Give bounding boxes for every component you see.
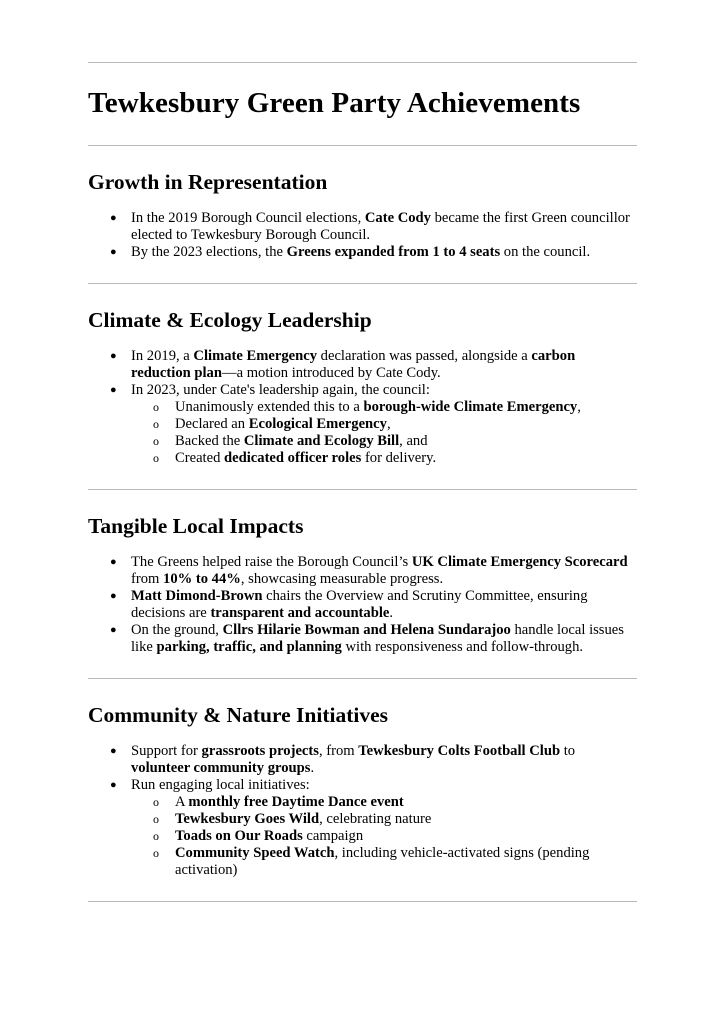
bold-text: Community Speed Watch: [175, 845, 335, 861]
text-span: on the council.: [500, 244, 591, 260]
text-span: ,: [386, 416, 391, 432]
text-span: .: [310, 760, 315, 776]
list-item: [88, 743, 637, 777]
sub-list-item: [131, 399, 637, 416]
section-heading: Growth in Representation: [88, 170, 328, 194]
list-item: [88, 588, 637, 622]
divider: [88, 62, 637, 63]
text-span: In 2023, under Cate's leadership again, the council:: [131, 382, 430, 398]
section-heading: Tangible Local Impacts: [88, 514, 304, 538]
bullet-list: [88, 554, 637, 656]
sub-list-item: [131, 433, 637, 450]
bold-text: dedicated officer roles: [224, 450, 362, 466]
circle-bullet-icon: o: [153, 795, 159, 809]
bold-text: Tewkesbury Colts Football Club: [358, 743, 561, 759]
list-item: [88, 622, 637, 656]
circle-bullet-icon: o: [153, 451, 159, 465]
bold-text: Tewkesbury Goes Wild: [175, 811, 320, 827]
sub-list-item: [131, 845, 637, 879]
text-span: chairs the Overview and Scrutiny Committee, ensuring decisions are: [131, 588, 588, 621]
bullet-list: [88, 743, 637, 879]
bold-text: monthly free Daytime Dance event: [188, 794, 404, 810]
text-span: , and: [399, 433, 428, 449]
divider: [88, 283, 637, 284]
bullet-icon: ●: [110, 779, 117, 791]
bullet-icon: ●: [110, 556, 117, 568]
circle-bullet-icon: o: [153, 829, 159, 843]
bold-text: Toads on Our Roads: [175, 828, 303, 844]
sub-list-item: [131, 450, 637, 467]
text-span: Backed the: [175, 433, 244, 449]
list-item: [88, 244, 637, 261]
bullet-icon: ●: [110, 745, 117, 757]
divider: [88, 678, 637, 679]
list-item: [88, 210, 637, 244]
circle-bullet-icon: o: [153, 812, 159, 826]
text-span: .: [389, 605, 394, 621]
bullet-icon: ●: [110, 590, 117, 602]
text-span: , from: [318, 743, 359, 759]
sub-list-item: [131, 811, 637, 828]
bold-text: parking, traffic, and planning: [156, 639, 342, 655]
text-span: On the ground,: [131, 622, 223, 638]
text-span: handle local issues like: [131, 622, 624, 655]
text-span: Support for: [131, 743, 202, 759]
text-span: , showcasing measurable progress.: [240, 571, 444, 587]
bold-text: Ecological Emergency: [248, 416, 387, 432]
bullet-list: [88, 348, 637, 467]
text-span: , including vehicle-activated signs (pending activation): [175, 845, 590, 878]
text-span: campaign: [302, 828, 364, 844]
text-span: declaration was passed, alongside a: [317, 348, 532, 364]
bold-text: Greens expanded from 1 to 4 seats: [286, 244, 501, 260]
text-span: ,: [577, 399, 581, 415]
circle-bullet-icon: o: [153, 417, 159, 431]
sub-list-item: [131, 416, 637, 433]
bold-text: Matt Dimond-Brown: [131, 588, 263, 604]
bold-text: borough-wide Climate Emergency: [363, 399, 578, 415]
text-span: Run engaging local initiatives:: [131, 777, 310, 793]
bold-text: Cate Cody: [364, 210, 431, 226]
divider: [88, 145, 637, 146]
sections: [88, 145, 637, 879]
circle-bullet-icon: o: [153, 400, 159, 414]
section-heading: Climate & Ecology Leadership: [88, 308, 372, 332]
bold-text: transparent and accountable: [210, 605, 390, 621]
text-span: Created: [175, 450, 225, 466]
bold-text: Climate Emergency: [193, 348, 318, 364]
list-item: [88, 348, 637, 382]
sub-list-item: [131, 794, 637, 811]
bold-text: carbon reduction plan: [131, 348, 576, 381]
bold-text: grassroots projects: [201, 743, 319, 759]
bold-text: Cllrs Hilarie Bowman and Helena Sundarajoo: [222, 622, 511, 638]
bullet-icon: ●: [110, 350, 117, 362]
text-span: Unanimously extended this to a: [175, 399, 364, 415]
bullet-list: [88, 210, 637, 261]
text-span: In the 2019 Borough Council elections,: [131, 210, 365, 226]
divider: [88, 489, 637, 490]
text-span: The Greens helped raise the Borough Council’s: [131, 554, 412, 570]
list-item: [88, 554, 637, 588]
text-span: with responsiveness and follow-through.: [341, 639, 584, 655]
bold-text: UK Climate Emergency Scorecard: [411, 554, 628, 570]
sub-list: [131, 794, 637, 879]
text-span: for delivery.: [361, 450, 437, 466]
document-content: [88, 62, 637, 902]
bold-text: Climate and Ecology Bill: [243, 433, 400, 449]
text-span: to: [560, 743, 576, 759]
bullet-icon: ●: [110, 624, 117, 636]
text-span: Declared an: [175, 416, 249, 432]
list-item: [88, 777, 637, 879]
bullet-icon: ●: [110, 246, 117, 258]
section-heading: Community & Nature Initiatives: [88, 703, 388, 727]
list-item: [88, 382, 637, 467]
text-span: By the 2023 elections, the: [131, 244, 287, 260]
divider: [88, 901, 637, 902]
text-span: , celebrating nature: [319, 811, 432, 827]
circle-bullet-icon: o: [153, 434, 159, 448]
sub-list-item: [131, 828, 637, 845]
text-span: A: [175, 794, 189, 810]
circle-bullet-icon: o: [153, 846, 159, 860]
bold-text: volunteer community groups: [131, 760, 311, 776]
text-span: —a motion introduced by Cate Cody.: [221, 365, 441, 381]
bullet-icon: ●: [110, 212, 117, 224]
bullet-icon: ●: [110, 384, 117, 396]
text-span: In 2019, a: [131, 348, 194, 364]
bold-text: 10% to 44%: [163, 571, 241, 587]
sub-list: [131, 399, 637, 467]
text-span: from: [131, 571, 164, 587]
text-span: became the first Green councillor elected to Tewkesbury Borough Council.: [131, 210, 630, 243]
document-title: Tewkesbury Green Party Achievements: [88, 87, 581, 119]
